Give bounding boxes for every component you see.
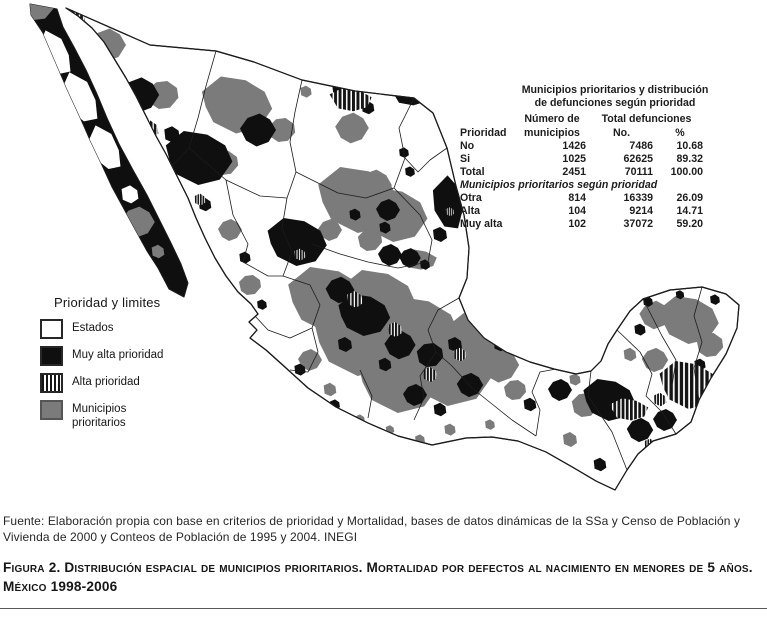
section-label: Municipios prioritarios según prioridad [460,179,658,192]
map-legend [40,295,220,438]
muy-alta-swatch-icon [40,346,63,366]
table-header-group-row [458,113,705,126]
table-row: Muy alta 102 37072 59.20 [460,218,704,231]
table-header-row [458,127,705,140]
col-municipios-header-1: Número de [524,113,580,126]
table-row: Alta 104 9214 14.71 [460,205,704,218]
table-row: Si 1025 62625 89.32 [460,152,704,165]
col-municipios-header-2: municipios [524,126,580,139]
defunciones-table [455,84,767,232]
estados-swatch-icon [40,319,63,339]
legend-item-municipios: Municipios prioritarios [40,400,220,431]
figure-caption: Figura 2. Distribución espacial de municipios prioritarios. Mortalidad por defectos al nacimiento en menores de 5 años. México 1998-2006 [3,560,753,595]
col-no-header: No. [612,126,631,139]
bottom-rule [0,608,767,609]
col-pct-header: % [675,126,685,139]
alta-hatch-swatch-icon [40,373,63,393]
col-defunciones-header: Total defunciones [601,113,692,126]
table-row: No 1426 7486 10.68 [460,139,704,152]
source-note: Fuente: Elaboración propia con base en criterios de prioridad y Mortalidad, bases de datos dinámicas de la SSa y Censo de Población y Vivienda de 2000 y Conteos de Población de 1995 y 2004. INEGI [3,514,741,544]
table-row: Otra 814 16339 26.09 [460,192,704,205]
legend-item-alta: Alta prioridad [40,373,220,393]
table-section-row [458,179,705,192]
municipios-swatch-icon [40,400,63,420]
table-title: Municipios prioritarios y distribución de defunciones según prioridad [521,84,709,110]
legend-item-muy-alta: Muy alta prioridad [40,346,220,366]
col-prioridad-header: Prioridad [460,126,507,139]
table-row: Total 2451 70111 100.00 [460,165,704,178]
legend-item-estados: Estados [40,319,220,339]
legend-title: Prioridad y limites [54,295,161,310]
